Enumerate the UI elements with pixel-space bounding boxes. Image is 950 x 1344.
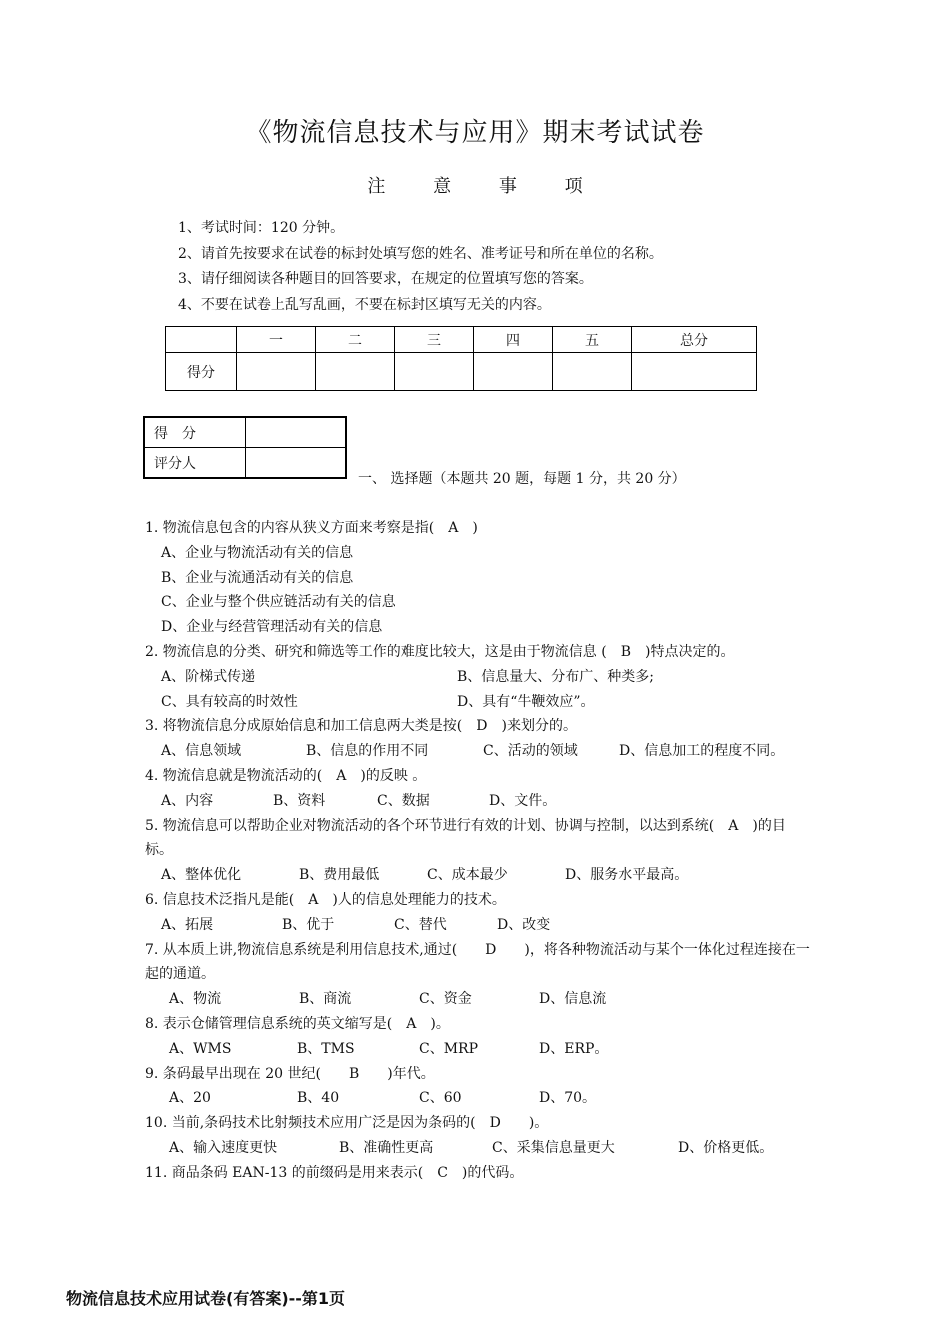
question-option: C、数据 <box>377 792 430 809</box>
option-row <box>145 987 810 1012</box>
question-option: C、资金 <box>419 991 472 1008</box>
question-option: D、企业与经营管理活动有关的信息 <box>161 619 383 636</box>
option-row <box>145 690 810 715</box>
grader-table <box>143 416 347 479</box>
option-row <box>145 789 810 814</box>
question-stem: 2. 物流信息的分类、研究和筛选等工作的难度比较大，这是由于物流信息 ( B )特点决定的。 <box>145 643 735 660</box>
question-option: D、文件。 <box>489 792 557 809</box>
question-option: C、60 <box>419 1090 462 1107</box>
question-option: C、具有较高的时效性 <box>161 693 298 710</box>
question-option: D、信息加工的程度不同。 <box>619 743 785 760</box>
score-header: 二 <box>316 327 395 353</box>
question-stem: 5. 物流信息可以帮助企业对物流活动的各个环节进行有效的计划、协调与控制，以达到系统( A )的目标。 <box>145 817 786 859</box>
question-option: A、20 <box>169 1090 211 1107</box>
question-option: C、替代 <box>394 916 447 933</box>
score-row-label: 得分 <box>166 353 237 391</box>
score-cell[interactable] <box>395 353 474 391</box>
question-option: A、整体优化 <box>161 867 242 884</box>
score-cell[interactable] <box>237 353 316 391</box>
question-option: B、费用最低 <box>299 867 380 884</box>
score-header: 三 <box>395 327 474 353</box>
question-option: B、信息量大、分布广、种类多; <box>457 668 655 685</box>
grader-score-label: 得 分 <box>144 417 246 448</box>
exam-title: 《物流信息技术与应用》期末考试试卷 <box>245 118 705 148</box>
question-option: C、活动的领域 <box>483 743 578 760</box>
question-option: A、物流 <box>169 991 222 1008</box>
question-option: B、准确性更高 <box>339 1139 434 1156</box>
notice-list <box>178 216 663 318</box>
question-option: B、40 <box>297 1090 340 1107</box>
notice-heading: 注 意 事 项 <box>367 176 583 197</box>
score-cell[interactable] <box>474 353 553 391</box>
grader-name-label: 评分人 <box>144 448 246 479</box>
score-header-blank <box>166 327 237 353</box>
question-stem: 11. 商品条码 EAN-13 的前缀码是用来表示( C )的代码。 <box>145 1164 524 1181</box>
option-row <box>145 1086 810 1111</box>
question-stem: 7. 从本质上讲,物流信息系统是利用信息技术,通过( D )，将各种物流活动与某个一体化过程连接在一起的通道。 <box>145 941 810 983</box>
score-header: 五 <box>553 327 632 353</box>
question-option: B、企业与流通活动有关的信息 <box>161 569 354 586</box>
question-option: A、内容 <box>161 792 214 809</box>
option-row <box>145 1037 810 1062</box>
question-option: B、资料 <box>273 792 326 809</box>
question-option: D、服务水平最高。 <box>565 867 689 884</box>
question-stem: 9. 条码最早出现在 20 世纪( B )年代。 <box>145 1065 435 1082</box>
question-stem: 6. 信息技术泛指凡是能( A )人的信息处理能力的技术。 <box>145 891 506 908</box>
question-stem: 10. 当前,条码技术比射频技术应用广泛是因为条码的( D )。 <box>145 1115 549 1132</box>
score-cell[interactable] <box>553 353 632 391</box>
option-row <box>145 665 810 690</box>
question-option: B、TMS <box>297 1040 355 1057</box>
score-cell[interactable] <box>632 353 757 391</box>
question-option: A、拓展 <box>161 916 214 933</box>
notice-item: 1、考试时间：120 分钟。 <box>178 220 345 236</box>
question-option: A、信息领域 <box>161 743 242 760</box>
page-footer: 物流信息技术应用试卷(有答案)--第1页 <box>66 1289 346 1308</box>
score-header: 一 <box>237 327 316 353</box>
question-option: C、采集信息量更大 <box>492 1139 615 1156</box>
score-header-total: 总分 <box>632 327 757 353</box>
question-stem: 8. 表示仓储管理信息系统的英文缩写是( A )。 <box>145 1015 450 1032</box>
notice-item: 2、请首先按要求在试卷的标封处填写您的姓名、准考证号和所在单位的名称。 <box>178 245 663 262</box>
option-row <box>145 863 810 888</box>
question-option: B、商流 <box>299 991 352 1008</box>
notice-item: 4、不要在试卷上乱写乱画，不要在标封区填写无关的内容。 <box>178 296 551 313</box>
question-option: D、具有“牛鞭效应”。 <box>457 693 595 710</box>
question-stem: 1. 物流信息包含的内容从狭义方面来考察是指( A ) <box>145 520 478 536</box>
section-title: 一、 选择题（本题共 20 题，每题 1 分，共 20 分） <box>358 471 686 487</box>
question-option: A、阶梯式传递 <box>161 668 256 685</box>
score-cell[interactable] <box>316 353 395 391</box>
question-list <box>145 516 810 1186</box>
question-option: D、70。 <box>539 1090 597 1107</box>
question-option: A、输入速度更快 <box>169 1139 278 1156</box>
question-option: B、优于 <box>282 916 335 933</box>
score-table <box>165 326 757 391</box>
question-option: B、信息的作用不同 <box>306 743 429 760</box>
question-stem: 4. 物流信息就是物流活动的( A )的反映 。 <box>145 767 427 784</box>
score-header: 四 <box>474 327 553 353</box>
option-row <box>145 913 810 938</box>
question-option: A、企业与物流活动有关的信息 <box>161 544 354 561</box>
question-stem: 3. 将物流信息分成原始信息和加工信息两大类是按( D )来划分的。 <box>145 718 577 735</box>
option-row <box>145 1136 810 1161</box>
question-option: C、MRP <box>419 1040 479 1057</box>
question-option: D、改变 <box>497 916 551 933</box>
grader-name-cell[interactable] <box>246 448 347 479</box>
question-option: D、ERP。 <box>539 1040 609 1057</box>
question-option: C、成本最少 <box>427 867 508 884</box>
question-option: D、价格更低。 <box>678 1139 774 1156</box>
option-row <box>145 739 810 764</box>
notice-item: 3、请仔细阅读各种题目的回答要求，在规定的位置填写您的答案。 <box>178 271 593 287</box>
question-option: C、企业与整个供应链活动有关的信息 <box>161 594 396 611</box>
question-option: D、信息流 <box>539 991 607 1008</box>
question-option: A、WMS <box>169 1040 232 1057</box>
grader-score-cell[interactable] <box>246 417 347 448</box>
